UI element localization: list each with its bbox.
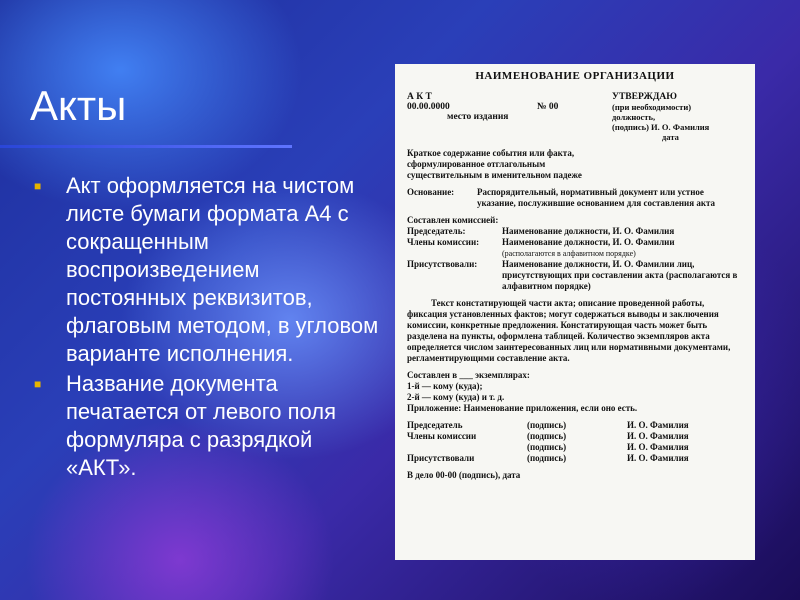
present-label: Присутствовали:: [407, 259, 478, 269]
members-label: Члены комиссии:: [407, 237, 480, 247]
doc-approval: [612, 92, 743, 142]
approve-position: должность,: [612, 112, 656, 122]
copies-label: Составлен в ___ экземплярах:: [407, 370, 530, 380]
bullet-text: Акт оформляется на чистом листе бумаги формата А4 с сокращенным воспроизведением постоянных реквизитов, флаговым методом, в угловом варианте исполнения.: [66, 173, 379, 366]
chair-value: Наименование должности, И. О. Фамилия: [502, 226, 675, 236]
sig-row-members-2: [407, 442, 743, 453]
copy-2: 2-й — кому (куда) и т. д.: [407, 392, 505, 402]
sig-members-name-1: И. О. Фамилия: [627, 431, 689, 441]
sig-row-members: [407, 431, 743, 442]
signatures: [407, 420, 743, 464]
copy-1: 1-й — кому (куда);: [407, 381, 483, 391]
bullet-item: [34, 370, 379, 482]
doc-date: 00.00.0000: [407, 102, 450, 112]
doc-file-note: В дело 00-00 (подпись), дата: [407, 470, 521, 480]
commission-label: Составлен комиссией:: [407, 215, 499, 225]
sig-present-sign: (подпись): [527, 453, 567, 463]
approve-label: УТВЕРЖДАЮ: [612, 92, 677, 102]
act-document-sample: [395, 64, 755, 560]
sig-present-name: И. О. Фамилия: [627, 453, 689, 463]
doc-body: Текст констатирующей части акта; описание проведенной работы, фиксация установленных фактов; могут содержаться выводы и заключения комиссии, конкретные предложения. Констатирующая часть может быть разделена на пункты, оформлена таблицей. Количество экземпляров акта определяется числом заинтересованных лиц или нормативными документами, регламентирующими составление акта.: [407, 298, 731, 363]
doc-summary: Краткое содержание события или факта, сформулированное отглагольным существительным в именительном падеже: [407, 148, 582, 180]
doc-basis: [407, 187, 743, 209]
sig-chair-label: Председатель: [407, 420, 463, 430]
sig-members-sign-2: (подпись): [527, 442, 567, 452]
sig-members-sign-1: (подпись): [527, 431, 567, 441]
slide-title: Акты: [30, 82, 127, 129]
chair-label: Председатель:: [407, 226, 466, 236]
present-value: Наименование должности, И. О. Фамилии лиц, присутствующих при составлении акта (располагаются в алфавитном порядке): [502, 259, 738, 291]
present-row: [407, 259, 743, 292]
chair-row: [407, 226, 743, 237]
sig-chair-name: И. О. Фамилия: [627, 420, 689, 430]
appendix: Приложение: Наименование приложения, если оно есть.: [407, 403, 638, 413]
sig-members-name-2: И. О. Фамилия: [627, 442, 689, 452]
doc-header: [407, 92, 743, 142]
approve-note: (при необходимости): [612, 102, 692, 112]
doc-header-left: [407, 92, 612, 142]
doc-date-number: [407, 102, 612, 112]
bullet-list: [34, 172, 379, 484]
basis-label: Основание:: [407, 187, 455, 197]
members-text: Наименование должности, И. О. Фамилии: [502, 237, 675, 247]
title-underline: [0, 145, 292, 148]
doc-number: № 00: [537, 102, 559, 112]
members-row: [407, 237, 743, 259]
doc-type: А К Т: [407, 92, 432, 102]
bullet-item: [34, 172, 379, 368]
sig-row-present: [407, 453, 743, 464]
sig-members-label: Члены комиссии: [407, 431, 477, 441]
sig-row-chair: [407, 420, 743, 431]
basis-text: Распорядительный, нормативный документ или устное указание, послужившие основанием для составления акта: [477, 187, 716, 208]
members-note: (располагаются в алфавитном порядке): [502, 249, 636, 258]
doc-organization: НАИМЕНОВАНИЕ ОРГАНИЗАЦИИ: [475, 70, 675, 82]
members-value: [502, 237, 743, 259]
bullet-text: Название документа печатается от левого поля формуляра с разрядкой «АКТ».: [66, 371, 337, 480]
sig-present-label: Присутствовали: [407, 453, 475, 463]
sig-chair-sign: (подпись): [527, 420, 567, 430]
square-bullet-icon: ■: [34, 377, 42, 391]
approve-signature: (подпись) И. О. Фамилия: [612, 122, 710, 132]
square-bullet-icon: ■: [34, 179, 42, 193]
approve-date: дата: [662, 132, 679, 142]
doc-place: место издания: [447, 112, 509, 122]
